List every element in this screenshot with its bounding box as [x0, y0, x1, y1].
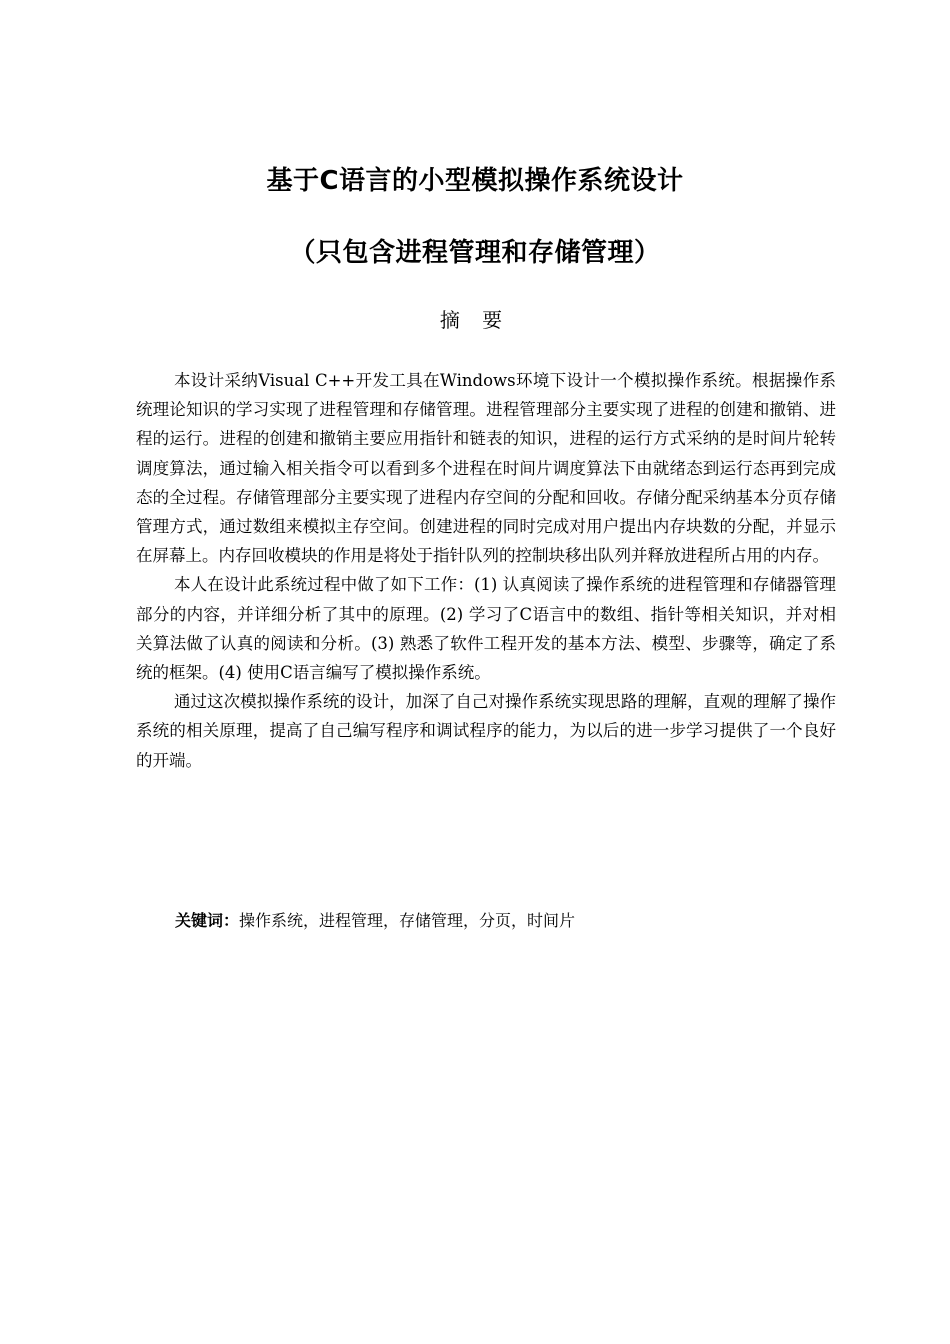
abstract-paragraph-3: 通过这次模拟操作系统的设计，加深了自己对操作系统实现思路的理解，直观的理解了操作系统的相关原理，提高了自己编写程序和调试程序的能力，为以后的进一步学习提供了一个良好的开端。: [136, 692, 836, 770]
document-title: 基于C语言的小型模拟操作系统设计: [266, 166, 684, 196]
keywords-line: [175, 907, 575, 935]
abstract-heading: 摘 要: [439, 308, 511, 332]
keywords-value: 操作系统，进程管理，存储管理，分页，时间片: [239, 911, 576, 930]
keywords-label: 关键词：: [175, 911, 240, 930]
abstract-paragraph-2: 本人在设计此系统过程中做了如下工作：(1) 认真阅读了操作系统的进程管理和存储器管理部分的内容，并详细分析了其中的原理。(2) 学习了C语言中的数组、指针等相关知识，并对相关算法做了认真的阅读和分析。(3) 熟悉了软件工程开发的基本方法、模型、步骤等，确定了系统的框架。(4) 使用C语言编写了模拟操作系统。: [136, 575, 836, 683]
abstract-body: [136, 366, 836, 775]
document-subtitle: （只包含进程管理和存储管理）: [289, 238, 661, 268]
abstract-paragraph-1: 本设计采纳Visual C++开发工具在Windows环境下设计一个模拟操作系统。根据操作系统理论知识的学习实现了进程管理和存储管理。进程管理部分主要实现了进程的创建和撤销、进程的运行。进程的创建和撤销主要应用指针和链表的知识，进程的运行方式采纳的是时间片轮转调度算法，通过输入相关指令可以看到多个进程在时间片调度算法下由就绪态到运行态再到完成态的全过程。存储管理部分主要实现了进程内存空间的分配和回收。存储分配采纳基本分页存储管理方式，通过数组来模拟主存空间。创建进程的同时完成对用户提出内存块数的分配，并显示在屏幕上。内存回收模块的作用是将处于指针队列的控制块移出队列并释放进程所占用的内存。: [136, 371, 836, 566]
